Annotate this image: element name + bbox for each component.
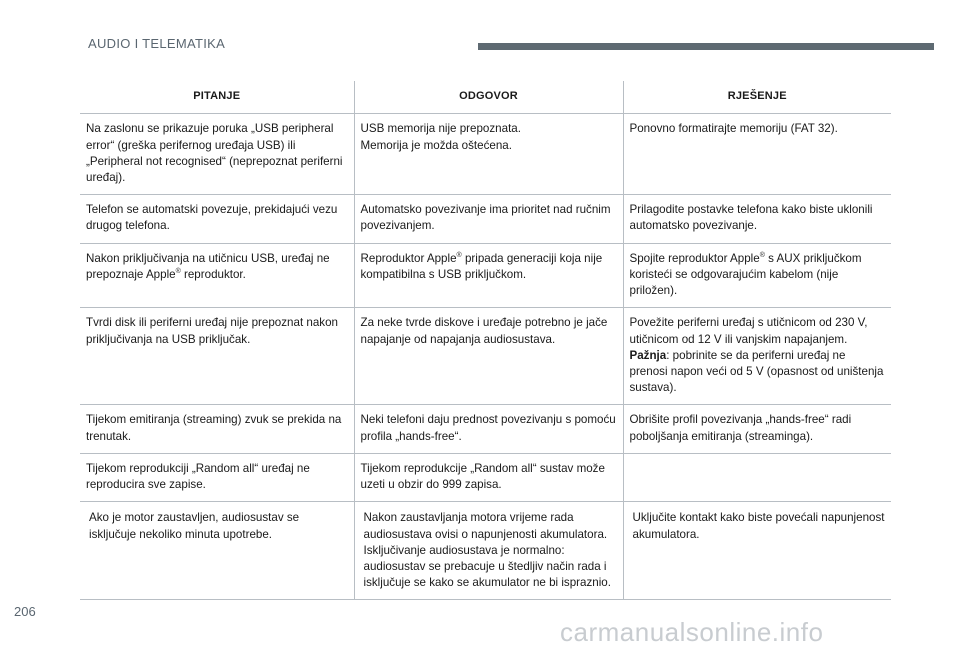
question-cell: Tijekom reprodukciji „Random all“ uređaj ne reproducira sve zapise. bbox=[80, 453, 354, 501]
registered-mark: ® bbox=[759, 251, 765, 259]
table-row bbox=[80, 405, 891, 453]
registered-mark: ® bbox=[175, 268, 181, 276]
table-row bbox=[80, 114, 891, 195]
table-header-row bbox=[80, 81, 891, 114]
answer-cell: Automatsko povezivanje ima prioritet nad ručnim povezivanjem. bbox=[354, 195, 623, 243]
column-header-solution: RJEŠENJE bbox=[623, 81, 891, 114]
page-number: 206 bbox=[14, 604, 36, 619]
solution-text: s AUX priključkom koristeći se odgovarajućim kabelom (nije priložen). bbox=[629, 251, 862, 298]
solution-cell bbox=[623, 308, 891, 405]
answer-line: Memorija je možda oštećena. bbox=[360, 138, 512, 152]
warning-label: Pažnja bbox=[629, 348, 667, 362]
question-cell bbox=[80, 243, 354, 308]
answer-cell bbox=[354, 243, 623, 308]
table-row bbox=[80, 195, 891, 243]
watermark: carmanualsonline.info bbox=[560, 617, 824, 647]
header-divider-bar bbox=[478, 43, 934, 50]
answer-line: Isključivanje audiosustava je normalno: audiosustav se prebacuje u štedljiv način rada i isključuje se kako se akumulator ne bi ispraznio. bbox=[363, 543, 611, 590]
solution-cell: Prilagodite postavke telefona kako biste uklonili automatsko povezivanje. bbox=[623, 195, 891, 243]
question-cell: Tvrdi disk ili periferni uređaj nije prepoznat nakon priključivanja na USB priključak. bbox=[80, 308, 354, 405]
answer-line: USB memorija nije prepoznata. bbox=[360, 122, 521, 136]
question-cell: Na zaslonu se prikazuje poruka „USB peripheral error“ (greška perifernog uređaja USB) ili „Peripheral not recognised“ (neprepoznat periferni uređaj). bbox=[80, 114, 354, 195]
answer-cell bbox=[354, 502, 623, 600]
question-text: reproduktor. bbox=[180, 267, 246, 281]
answer-cell bbox=[354, 114, 623, 195]
column-header-answer: ODGOVOR bbox=[354, 81, 623, 114]
solution-cell: Ponovno formatirajte memoriju (FAT 32). bbox=[623, 114, 891, 195]
question-cell: Tijekom emitiranja (streaming) zvuk se prekida na trenutak. bbox=[80, 405, 354, 453]
solution-cell: Uključite kontakt kako biste povećali napunjenost akumulatora. bbox=[623, 502, 891, 600]
registered-mark: ® bbox=[456, 251, 462, 259]
table-row bbox=[80, 243, 891, 308]
answer-text: pripada generaciji koja nije kompatibilna s USB priključkom. bbox=[360, 251, 603, 281]
solution-cell: Obrišite profil povezivanja „hands-free“ radi poboljšanja emitiranja (streaminga). bbox=[623, 405, 891, 453]
solution-warning bbox=[630, 348, 886, 397]
solution-text: Povežite periferni uređaj s utičnicom od 230 V, utičnicom od 12 V ili vanjskim napajanjem. bbox=[629, 316, 868, 346]
answer-cell: Tijekom reprodukcije „Random all“ sustav može uzeti u obzir do 999 zapisa. bbox=[354, 453, 623, 501]
troubleshooting-table bbox=[80, 81, 891, 600]
answer-line: Nakon zaustavljanja motora vrijeme rada audiosustava ovisi o napunjenosti akumulatora. bbox=[363, 511, 608, 541]
solution-cell bbox=[623, 243, 891, 308]
table-row bbox=[80, 453, 891, 501]
table-row bbox=[80, 502, 891, 600]
column-header-question: PITANJE bbox=[80, 81, 354, 114]
section-title: AUDIO I TELEMATIKA bbox=[88, 36, 226, 51]
warning-text: : pobrinite se da periferni uređaj ne prenosi napon veći od 5 V (opasnost od uništenja sustava). bbox=[629, 348, 884, 395]
question-cell: Telefon se automatski povezuje, prekidajući vezu drugog telefona. bbox=[80, 195, 354, 243]
answer-cell: Neki telefoni daju prednost povezivanju s pomoću profila „hands-free“. bbox=[354, 405, 623, 453]
table-row bbox=[80, 308, 891, 405]
question-cell: Ako je motor zaustavljen, audiosustav se isključuje nekoliko minuta upotrebe. bbox=[80, 502, 354, 600]
answer-cell: Za neke tvrde diskove i uređaje potrebno je jače napajanje od napajanja audiosustava. bbox=[354, 308, 623, 405]
question-text: Nakon priključivanja na utičnicu USB, uređaj ne prepoznaje Apple bbox=[86, 251, 330, 281]
answer-text: Reproduktor Apple bbox=[360, 251, 457, 265]
solution-cell bbox=[623, 453, 891, 501]
solution-text: Spojite reproduktor Apple bbox=[629, 251, 760, 265]
